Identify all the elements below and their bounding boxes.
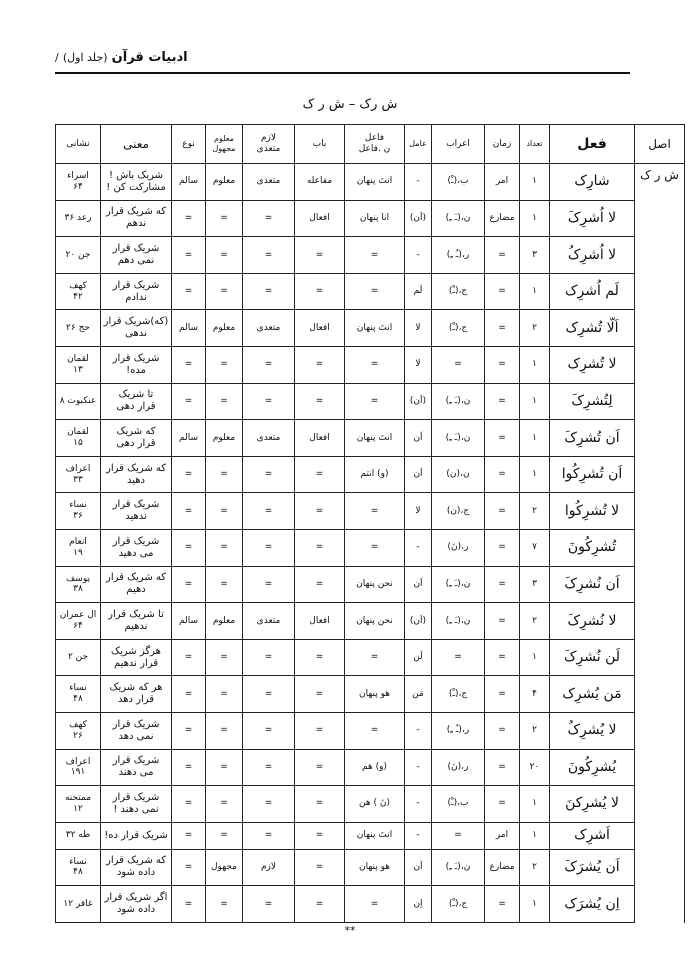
voice-cell: معلوم [206,420,243,457]
pattern-cell: = [295,822,345,849]
governor-cell: لا [405,310,432,347]
inflection-cell: ر،(نَ) [432,529,485,566]
meaning-cell: (که)شریک قرار ندهی [101,310,172,347]
type-cell: = [172,493,206,530]
inflection-cell: ب،(ـْ) [432,786,485,823]
voice-cell: = [206,566,243,603]
count-cell: ۲ [520,603,550,640]
voice-cell: معلوم [206,310,243,347]
voice-cell: = [206,237,243,274]
inflection-cell: = [432,822,485,849]
subject-cell: = [345,493,405,530]
inflection-cell: ج،(ـْ) [432,886,485,923]
count-cell: ۱ [520,164,550,201]
transitivity-cell: = [243,273,295,310]
table-row [56,420,685,457]
subject-cell: = [345,639,405,676]
inflection-cell: ن،(ـَ ـِ) [432,420,485,457]
reference-cell: اعراف ۳۳ [56,456,101,493]
inflection-cell: ن،(ـَ ـِ) [432,200,485,237]
table-row [56,712,685,749]
voice-cell: = [206,200,243,237]
governor-cell: لَم [405,273,432,310]
subject-cell: انتَ پنهان [345,822,405,849]
verb-cell: اِن یُشرَک [550,886,635,923]
count-cell: ۱ [520,886,550,923]
inflection-cell: ج،(ـْ) [432,273,485,310]
type-cell: = [172,566,206,603]
count-cell: ۱ [520,639,550,676]
meaning-cell: که شریک قرار داده شود [101,849,172,886]
root-cell: ش ر ک [635,164,685,923]
verb-cell: تُشرِکُونَ [550,529,635,566]
voice-cell: = [206,273,243,310]
table-row [56,749,685,786]
pattern-cell: = [295,886,345,923]
meaning-cell: شریک قرار نمی دهم [101,237,172,274]
col-header-amel: عامل [405,125,432,164]
reference-cell: نساء ۳۶ [56,493,101,530]
count-cell: ۲ [520,493,550,530]
tense-cell: مضارع [485,200,520,237]
col-header-erab: اعراب [432,125,485,164]
tense-cell: = [485,383,520,420]
subject-cell: هو پنهان [345,676,405,713]
col-header-mana: معنی [101,125,172,164]
reference-cell: جن ۲ [56,639,101,676]
tense-cell: = [485,566,520,603]
pattern-cell: = [295,346,345,383]
reference-cell: رعد ۳۶ [56,200,101,237]
book-title [55,50,188,65]
type-cell: = [172,849,206,886]
count-cell: ۲۰ [520,749,550,786]
col-header-asl: اصل [635,125,685,164]
inflection-cell: ب،(ـْ) [432,164,485,201]
transitivity-cell: = [243,346,295,383]
tense-cell: = [485,886,520,923]
table-row [56,346,685,383]
type-cell: = [172,786,206,823]
col-header-fel: فعل [550,125,635,164]
pattern-cell: = [295,639,345,676]
transitivity-cell: = [243,786,295,823]
subject-cell: انتَ پنهان [345,164,405,201]
col-header-maloom: معلوم مجهول [206,125,243,164]
verb-cell: یُشرِکُونَ [550,749,635,786]
voice-cell: = [206,676,243,713]
reference-cell: نساء ۴۸ [56,849,101,886]
reference-cell: نساء ۴۸ [56,676,101,713]
type-cell: = [172,346,206,383]
table-row [56,849,685,886]
voice-cell: = [206,822,243,849]
book-title-main: ادبیات قرآن [111,50,188,65]
inflection-cell: ر،(ـُ ـِ) [432,237,485,274]
reference-cell: کهف ۲۶ [56,712,101,749]
meaning-cell: هرگز شریک قرار ندهیم [101,639,172,676]
type-cell: سالم [172,603,206,640]
transitivity-cell: متعدی [243,603,295,640]
pattern-cell: = [295,712,345,749]
reference-cell: غافر ۱۲ [56,886,101,923]
inflection-cell: = [432,639,485,676]
type-cell: = [172,383,206,420]
footer-mark: ** [344,924,356,937]
subject-cell: نحن پنهان [345,566,405,603]
tense-cell: = [485,786,520,823]
verb-table [55,124,685,923]
header-separator: / [55,51,59,64]
subject-cell: = [345,886,405,923]
table-row [56,676,685,713]
subject-cell: (نَ ) هن [345,786,405,823]
meaning-cell: شریک قرار می دهند [101,749,172,786]
inflection-cell: ر،(ـُ ـِ) [432,712,485,749]
reference-cell: حج ۲۶ [56,310,101,347]
count-cell: ۳ [520,237,550,274]
inflection-cell: ن،(ـَ ـِ) [432,603,485,640]
tense-cell: = [485,639,520,676]
table-row [56,822,685,849]
table-row [56,603,685,640]
table-row [56,200,685,237]
meaning-cell: که شریک قرار دهید [101,456,172,493]
count-cell: ۲ [520,849,550,886]
governor-cell: - [405,749,432,786]
type-cell: سالم [172,310,206,347]
type-cell: = [172,529,206,566]
col-header-zaman: زمان [485,125,520,164]
transitivity-cell: = [243,676,295,713]
reference-cell: انعام ۱۹ [56,529,101,566]
meaning-cell: شریک قرار می دهید [101,529,172,566]
subject-cell: نحن پنهان [345,603,405,640]
meaning-cell: اگر شریک قرار داده شود [101,886,172,923]
meaning-cell: شریک قرار ده! [101,822,172,849]
voice-cell: معلوم [206,603,243,640]
pattern-cell: مفاعله [295,164,345,201]
governor-cell: اَن [405,849,432,886]
transitivity-cell: = [243,639,295,676]
verb-cell: اَن نُشرِکَ [550,566,635,603]
governor-cell: اِن [405,886,432,923]
pattern-cell: افعال [295,310,345,347]
tense-cell: = [485,493,520,530]
tense-cell: امر [485,822,520,849]
subject-cell: = [345,383,405,420]
tense-cell: = [485,310,520,347]
type-cell: = [172,200,206,237]
meaning-cell: که شریک قرار دهیم [101,566,172,603]
subject-cell: انتَ پنهان [345,310,405,347]
subject-cell: = [345,712,405,749]
transitivity-cell: = [243,200,295,237]
col-header-now: نوع [172,125,206,164]
type-cell: = [172,749,206,786]
type-cell: سالم [172,164,206,201]
meaning-cell: شریک قرار نمی دهد [101,712,172,749]
col-header-fael: فاعل ن .فاعل [345,125,405,164]
table-header-row [56,125,685,164]
table-row [56,310,685,347]
inflection-cell: ن،(ن) [432,456,485,493]
transitivity-cell: متعدی [243,310,295,347]
type-cell: = [172,237,206,274]
tense-cell: مضارع [485,849,520,886]
verb-cell: لا یُشرِکُ [550,712,635,749]
governor-cell: اَن [405,420,432,457]
governor-cell: لا [405,346,432,383]
pattern-cell: = [295,566,345,603]
pattern-cell: = [295,786,345,823]
count-cell: ۲ [520,310,550,347]
count-cell: ۴ [520,676,550,713]
table-row [56,456,685,493]
verb-cell: لا یُشرِکنَ [550,786,635,823]
pattern-cell: افعال [295,420,345,457]
reference-cell: یوسف ۳۸ [56,566,101,603]
col-header-neshani: نشانی [56,125,101,164]
tense-cell: = [485,420,520,457]
count-cell: ۱ [520,383,550,420]
reference-cell: اسراء ۶۴ [56,164,101,201]
verb-cell: لا نُشرِکَ [550,603,635,640]
reference-cell: طه ۳۲ [56,822,101,849]
verb-cell: اَن تُشرِکَ [550,420,635,457]
pattern-cell: = [295,493,345,530]
table-row [56,786,685,823]
voice-cell: = [206,786,243,823]
governor-cell: لا [405,493,432,530]
transitivity-cell: = [243,749,295,786]
count-cell: ۱ [520,786,550,823]
book-title-volume: (جلد اول) [62,51,108,64]
count-cell: ۱ [520,456,550,493]
governor-cell: (اَن) [405,383,432,420]
reference-cell: لقمان ۱۳ [56,346,101,383]
table-title: ش رک – ش ر ک [302,97,398,112]
type-cell: = [172,712,206,749]
table-row [56,493,685,530]
inflection-cell: ن،(ـَ ـِ) [432,849,485,886]
count-cell: ۱ [520,346,550,383]
verb-cell: لا تُشرِکُوا [550,493,635,530]
governor-cell: - [405,712,432,749]
col-header-lazem: لازم متعدی [243,125,295,164]
governor-cell: مَن [405,676,432,713]
meaning-cell: که شریک قرار ندهم [101,200,172,237]
meaning-cell: شریک باش ! مشارکت کن ! [101,164,172,201]
inflection-cell: ج،(ـْ) [432,676,485,713]
pattern-cell: = [295,849,345,886]
count-cell: ۲ [520,712,550,749]
transitivity-cell: متعدی [243,164,295,201]
table-body [56,164,685,923]
voice-cell: = [206,749,243,786]
page-header [55,50,630,74]
table-row [56,639,685,676]
verb-cell: شارِک [550,164,635,201]
tense-cell: = [485,603,520,640]
inflection-cell: = [432,346,485,383]
meaning-cell: که شریک قرار دهی [101,420,172,457]
verb-cell: لا اُشرِکَ [550,200,635,237]
transitivity-cell: = [243,237,295,274]
transitivity-cell: = [243,566,295,603]
voice-cell: = [206,456,243,493]
table-row [56,383,685,420]
subject-cell: انا پنهان [345,200,405,237]
governor-cell: - [405,822,432,849]
count-cell: ۳ [520,566,550,603]
meaning-cell: تا شریک قرار ندهیم [101,603,172,640]
transitivity-cell: = [243,822,295,849]
subject-cell: هو پنهان [345,849,405,886]
count-cell: ۱ [520,273,550,310]
meaning-cell: شریک قرار مده! [101,346,172,383]
subject-cell: = [345,346,405,383]
governor-cell: اَن [405,566,432,603]
pattern-cell: = [295,529,345,566]
voice-cell: = [206,346,243,383]
type-cell: = [172,886,206,923]
transitivity-cell: = [243,886,295,923]
verb-cell: اَلّا تُشرِک [550,310,635,347]
count-cell: ۱ [520,822,550,849]
verb-cell: لَم اُشرِک [550,273,635,310]
inflection-cell: ر،(نَ) [432,749,485,786]
governor-cell: - [405,786,432,823]
count-cell: ۱ [520,200,550,237]
table-row [56,529,685,566]
table-row [56,237,685,274]
type-cell: = [172,822,206,849]
pattern-cell: = [295,456,345,493]
verb-cell: مَن یُشرِک [550,676,635,713]
transitivity-cell: = [243,712,295,749]
pattern-cell: افعال [295,603,345,640]
subject-cell: = [345,529,405,566]
tense-cell: = [485,456,520,493]
governor-cell: - [405,164,432,201]
verb-cell: اَشرِک [550,822,635,849]
type-cell: = [172,273,206,310]
verb-cell: اَن تُشرِکُوا [550,456,635,493]
subject-cell: انتَ پنهان [345,420,405,457]
reference-cell: اعراف ۱۹۱ [56,749,101,786]
reference-cell: لقمان ۱۵ [56,420,101,457]
reference-cell: ال عمران ۶۴ [56,603,101,640]
table-row [56,273,685,310]
verb-cell: لَن نُشرِکَ [550,639,635,676]
type-cell: سالم [172,420,206,457]
meaning-cell: تا شریک قرار دهی [101,383,172,420]
type-cell: = [172,456,206,493]
meaning-cell: هر که شریک قرار دهد [101,676,172,713]
inflection-cell: ن،(ـَ ـِ) [432,383,485,420]
pattern-cell: = [295,383,345,420]
voice-cell: = [206,639,243,676]
verb-cell: لا اُشرِکُ [550,237,635,274]
transitivity-cell: = [243,529,295,566]
meaning-cell: شریک قرار نمی دهند ! [101,786,172,823]
meaning-cell: شریک قرار ندادم [101,273,172,310]
inflection-cell: ج،(ـْ) [432,310,485,347]
col-header-bab: باب [295,125,345,164]
tense-cell: = [485,529,520,566]
verb-cell: اَن یُشرَکَ [550,849,635,886]
subject-cell: = [345,273,405,310]
governor-cell: (اَن) [405,200,432,237]
subject-cell: = [345,237,405,274]
tense-cell: = [485,712,520,749]
count-cell: ۷ [520,529,550,566]
transitivity-cell: لازم [243,849,295,886]
tense-cell: = [485,237,520,274]
transitivity-cell: = [243,456,295,493]
voice-cell: مجهول [206,849,243,886]
meaning-cell: شریک قرار ندهید [101,493,172,530]
governor-cell: لَن [405,639,432,676]
table-row [56,886,685,923]
reference-cell: عنکبوت ۸ [56,383,101,420]
pattern-cell: = [295,273,345,310]
inflection-cell: ن،(ـَ ـِ) [432,566,485,603]
tense-cell: = [485,273,520,310]
inflection-cell: ج،(ن) [432,493,485,530]
count-cell: ۱ [520,420,550,457]
table-row [56,566,685,603]
pattern-cell: = [295,676,345,713]
verb-cell: لِتُشرِکَ [550,383,635,420]
reference-cell: ممتحنه ۱۲ [56,786,101,823]
transitivity-cell: = [243,493,295,530]
governor-cell: (اَن) [405,603,432,640]
tense-cell: = [485,749,520,786]
reference-cell: کهف ۴۲ [56,273,101,310]
governor-cell: - [405,529,432,566]
pattern-cell: = [295,237,345,274]
type-cell: = [172,639,206,676]
pattern-cell: = [295,749,345,786]
voice-cell: معلوم [206,164,243,201]
voice-cell: = [206,886,243,923]
transitivity-cell: متعدی [243,420,295,457]
tense-cell: = [485,676,520,713]
table-row [56,164,685,201]
reference-cell: جن ۲۰ [56,237,101,274]
col-header-tedad: تعداد [520,125,550,164]
verb-cell: لا تُشرِک [550,346,635,383]
voice-cell: = [206,529,243,566]
type-cell: = [172,676,206,713]
voice-cell: = [206,712,243,749]
governor-cell: - [405,237,432,274]
voice-cell: = [206,383,243,420]
governor-cell: اَن [405,456,432,493]
voice-cell: = [206,493,243,530]
tense-cell: = [485,346,520,383]
pattern-cell: افعال [295,200,345,237]
subject-cell: (و) هم [345,749,405,786]
subject-cell: (و) انتم [345,456,405,493]
tense-cell: امر [485,164,520,201]
transitivity-cell: = [243,383,295,420]
